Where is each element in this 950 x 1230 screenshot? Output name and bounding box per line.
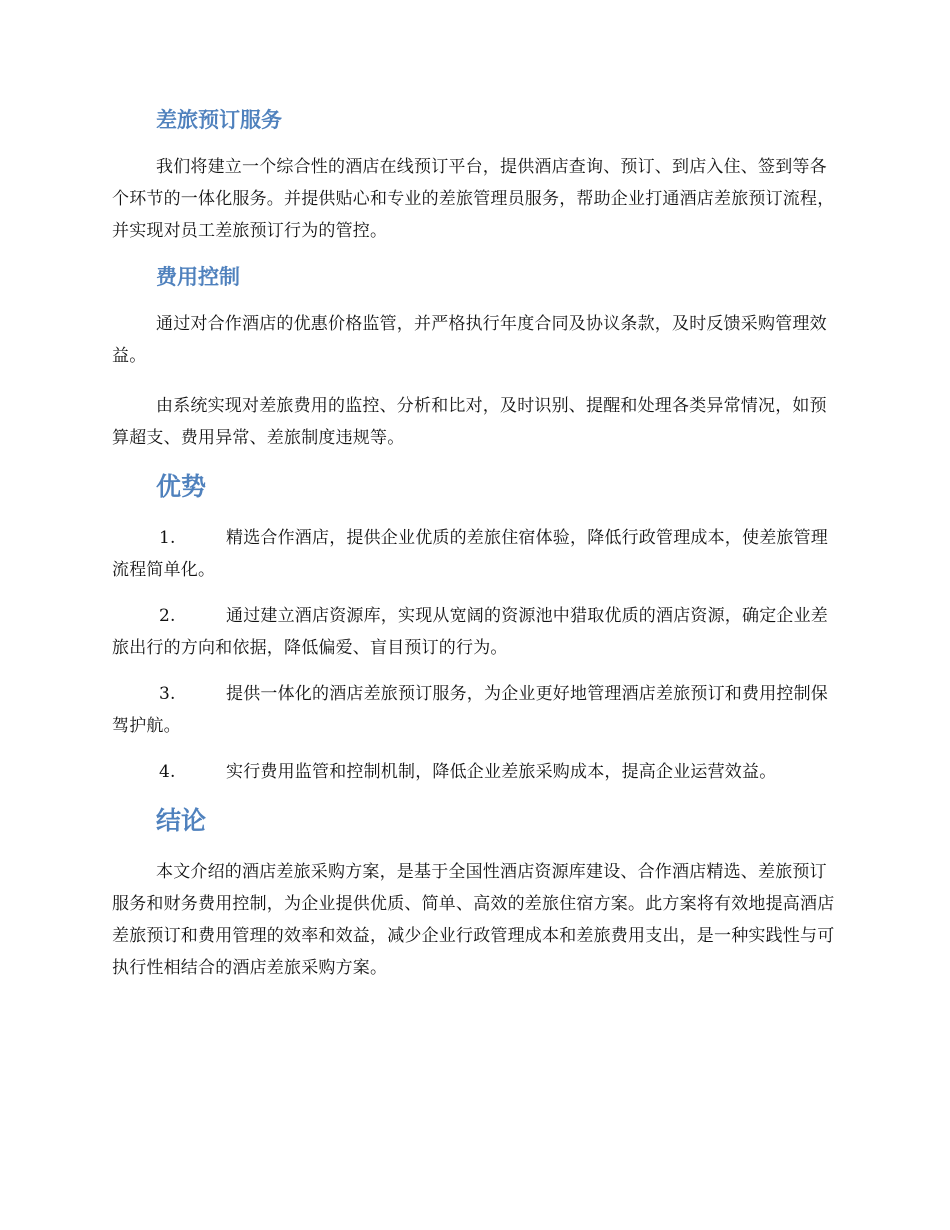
list-item-text: 实行费用监管和控制机制，降低企业差旅采购成本，提高企业运营效益。	[226, 762, 777, 783]
document-body	[112, 108, 840, 1002]
section-heading-booking-service: 差旅预订服务	[156, 108, 282, 132]
section-heading-cost-control: 费用控制	[156, 265, 240, 290]
list-item	[112, 756, 840, 788]
paragraph-booking-service: 我们将建立一个综合性的酒店在线预订平台，提供酒店查询、预订、到店入住、签到等各个环节的一体化服务。并提供贴心和专业的差旅管理员服务，帮助企业打通酒店差旅预订流程，并实现对员工差旅预订行为的管控。	[112, 157, 835, 242]
list-item-number: 4.	[159, 762, 176, 783]
list-item	[112, 678, 840, 742]
paragraph-cost-control-2: 由系统实现对差旅费用的监控、分析和比对，及时识别、提醒和处理各类异常情况，如预算超支、费用异常、差旅制度违规等。	[112, 396, 827, 449]
section-heading-conclusion: 结论	[156, 806, 207, 836]
list-item-text: 精选合作酒店，提供企业优质的差旅住宿体验，降低行政管理成本，使差旅管理流程简单化。	[112, 528, 828, 581]
list-item-text: 通过建立酒店资源库，实现从宽阔的资源池中猎取优质的酒店资源，确定企业差旅出行的方向和依据，降低偏爱、盲目预订的行为。	[112, 606, 828, 659]
paragraph-conclusion: 本文介绍的酒店差旅采购方案，是基于全国性酒店资源库建设、合作酒店精选、差旅预订服务和财务费用控制，为企业提供优质、简单、高效的差旅住宿方案。此方案将有效地提高酒店差旅预订和费用管理的效率和效益，减少企业行政管理成本和差旅费用支出，是一种实践性与可执行性相结合的酒店差旅采购方案。	[112, 862, 835, 979]
section-heading-advantages: 优势	[156, 472, 207, 502]
list-item-number: 1.	[159, 528, 176, 549]
list-item-text: 提供一体化的酒店差旅预订服务，为企业更好地管理酒店差旅预订和费用控制保驾护航。	[112, 684, 828, 737]
paragraph-cost-control-1: 通过对合作酒店的优惠价格监管，并严格执行年度合同及协议条款，及时反馈采购管理效益。	[112, 314, 827, 367]
list-item-number: 3.	[159, 684, 176, 705]
list-item	[112, 522, 840, 586]
list-item	[112, 600, 840, 664]
list-item-number: 2.	[159, 606, 176, 627]
